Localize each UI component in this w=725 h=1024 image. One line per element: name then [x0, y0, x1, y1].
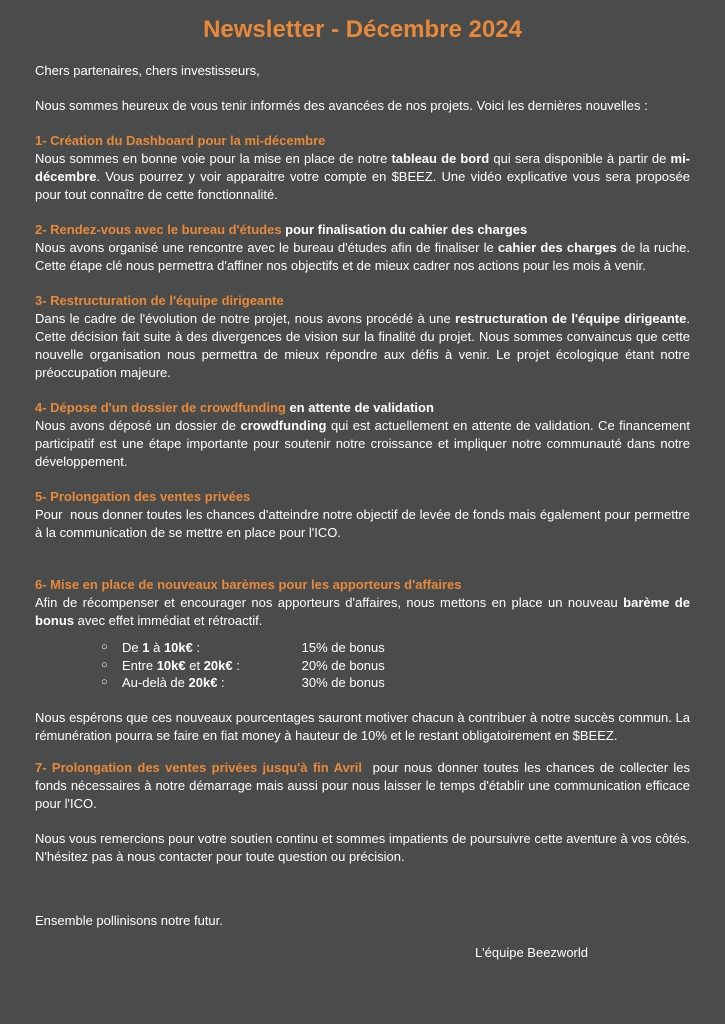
tier-label: De 1 à 10k€ : [122, 640, 201, 655]
section-4-text: Nous avons déposé un dossier de crowdfunding qui est actuellement en attente de validation. Ce financement participatif est une étape importante pour soutenir notre croissance et impliquer notre communauté dans notre développement. [35, 418, 690, 469]
list-item [101, 657, 690, 675]
section-1-title: 1- Création du Dashboard pour la mi-décembre [35, 133, 326, 148]
tier-label: Au-delà de 20k€ : [122, 675, 225, 690]
circle-bullet-icon: ○ [101, 658, 108, 671]
circle-bullet-icon: ○ [101, 641, 108, 653]
section-6-after-text: Nous espérons que ces nouveaux pourcentages sauront motiver chacun à contribuer à notre succès commun. La rémunération pourra se faire en fiat money à hauteur de 10% et le restant obligatoirement en $BEEZ. [35, 709, 690, 743]
thanks-text: Nous vous remercions pour votre soutien continu et sommes impatients de poursuivre cette aventure à vos côtés. N'hésitez pas à nous contacter pour toute question ou précision. [35, 830, 690, 864]
intro-text: Nous sommes heureux de vous tenir informés des avancées de nos projets. Voici les dernières nouvelles : [35, 98, 648, 113]
tier-bonus: 15% de bonus [301, 640, 385, 655]
section-2-title: 2- Rendez-vous avec le bureau d'études pour finalisation du cahier des charges [35, 222, 528, 237]
section-7-title: 7- Prolongation des ventes privées jusqu'à fin Avril [35, 759, 362, 775]
bonus-tier-list [101, 639, 690, 692]
greeting: Chers partenaires, chers investisseurs, [35, 63, 260, 78]
section-3-title: 3- Restructuration de l'équipe dirigeante [35, 293, 284, 308]
list-item [101, 674, 690, 692]
section-6-text: Afin de récompenser et encourager nos apporteurs d'affaires, nous mettons en place un nouveau barème de bonus avec effet immédiat et rétroactif. [35, 595, 690, 628]
tier-label: Entre 10k€ et 20k€ : [122, 657, 240, 673]
tier-bonus: 30% de bonus [301, 675, 385, 690]
closing-text: Ensemble pollinisons notre futur. [35, 912, 223, 928]
section-6-title: 6- Mise en place de nouveaux barèmes pour les apporteurs d'affaires [35, 577, 462, 592]
section-4-title: 4- Dépose d'un dossier de crowdfunding en attente de validation [35, 400, 434, 415]
tier-bonus: 20% de bonus [301, 657, 385, 673]
section-1-text: Nous sommes en bonne voie pour la mise en place de notre tableau de bord qui sera disponible à partir de mi-décembre. Vous pourrez y voir apparaitre votre compte en $BEEZ. Une vidéo explicative vous sera proposée pour tout connaître de cette fonctionnalité. [35, 151, 691, 202]
section-7-text: 7- Prolongation des ventes privées jusqu'à fin Avril pour nous donner toutes les chances de collecter les fonds nécessaires à notre démarrage mais aussi pour nous laisser le temps d'établir une communication efficace pour l'ICO. [35, 759, 694, 811]
page-title: Newsletter - Décembre 2024 [203, 16, 522, 43]
section-2-text: Nous avons organisé une rencontre avec le bureau d'études afin de finaliser le cahier des charges de la ruche. Cette étape clé nous permettra d'affiner nos objectifs et de mieux cadrer nos actions pour les mois à venir. [35, 240, 690, 273]
circle-bullet-icon: ○ [101, 676, 108, 688]
section-5-title: 5- Prolongation des ventes privées [35, 489, 251, 504]
list-item [101, 639, 690, 657]
signature: L'équipe Beezworld [474, 944, 588, 960]
section-3-text: Dans le cadre de l'évolution de notre projet, nous avons procédé à une restructuration de l'équipe dirigeante. Cette décision fait suite à des divergences de vision sur la finalité du projet. Nous sommes convaincus que cette nouvelle organisation nous permettra de mieux répondre aux défis à venir. Le projet écologique étant notre préoccupation majeure. [35, 311, 690, 380]
section-5-text: Pour nous donner toutes les chances d'atteindre notre objectif de levée de fonds mais également pour permettre à la communication de se mettre en place pour l'ICO. [35, 507, 694, 540]
